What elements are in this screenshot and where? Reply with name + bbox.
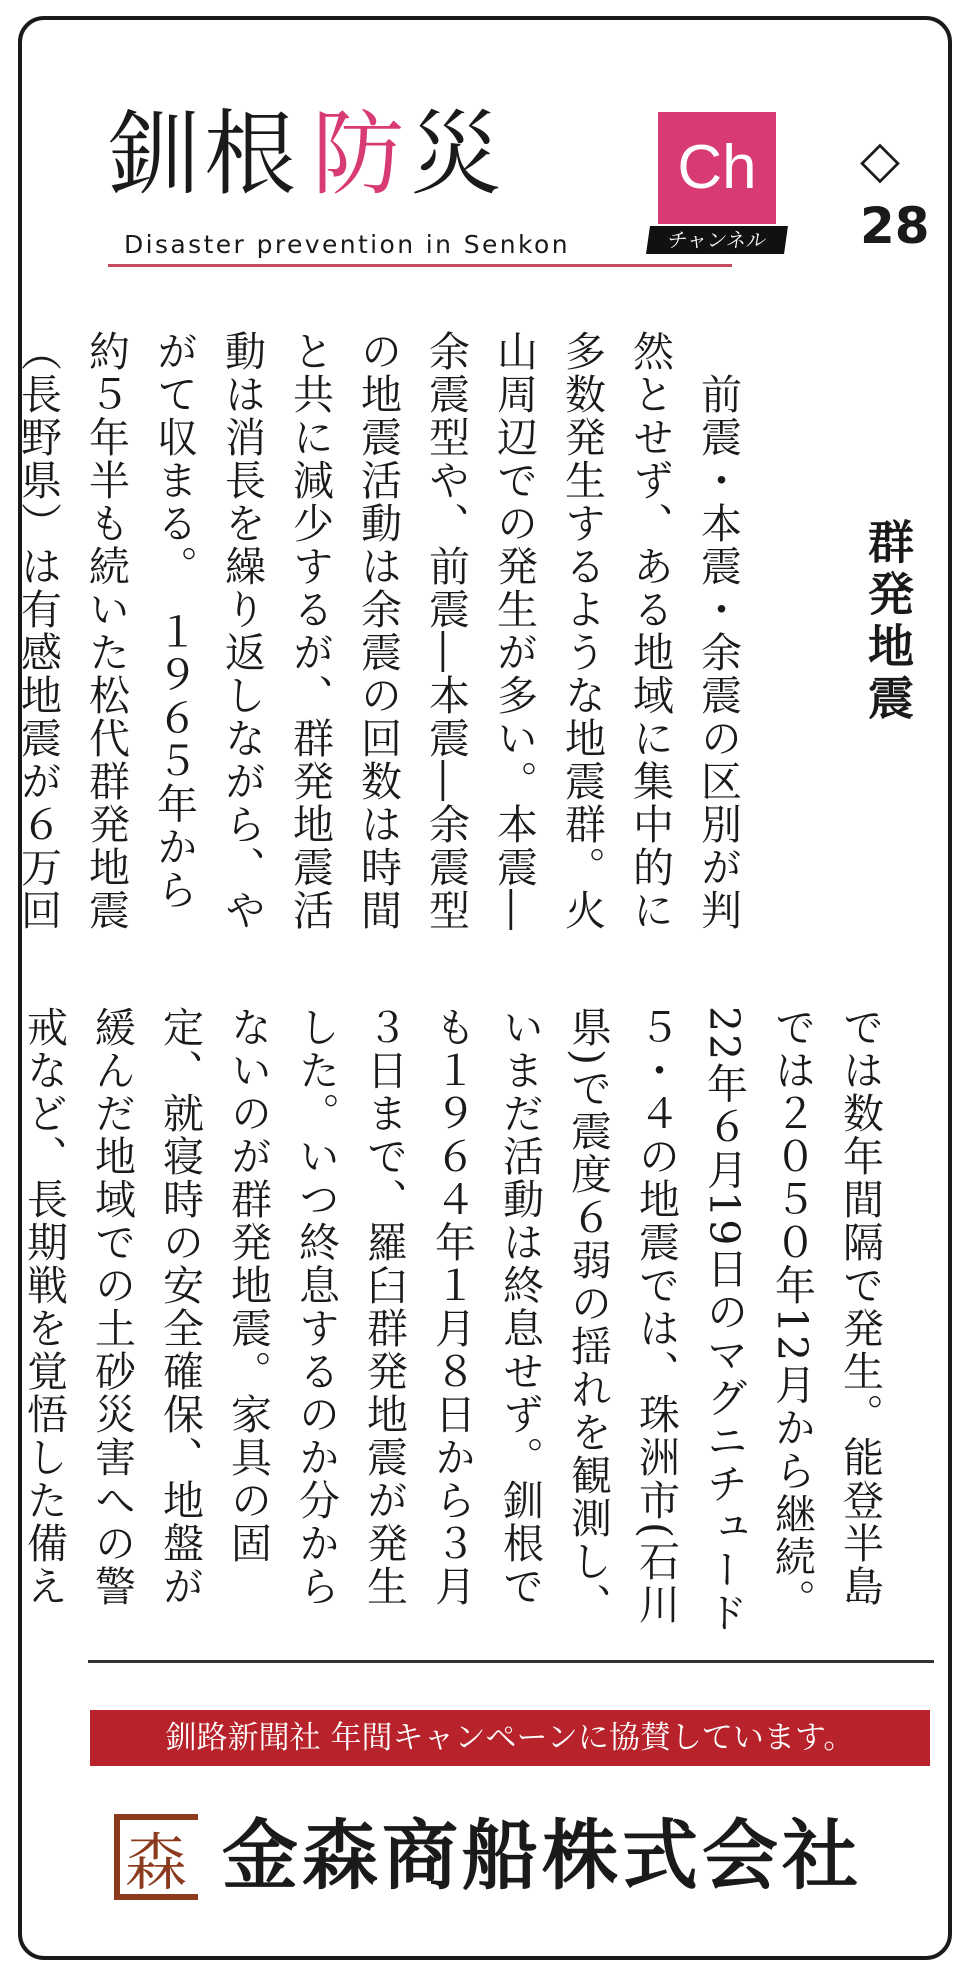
company-name: 金森商船株式会社 bbox=[222, 1811, 862, 1900]
title-char-1: 釧 bbox=[108, 101, 201, 208]
subtitle-underline bbox=[108, 264, 732, 267]
sponsor-banner: 釧路新聞社 年間キャンペーンに協賛しています。 bbox=[90, 1710, 930, 1766]
series-number: 28 bbox=[860, 197, 930, 255]
diamond-icon: ◇ bbox=[860, 130, 900, 190]
article-title: 群発地震 bbox=[861, 518, 915, 726]
title-char-2: 根 bbox=[204, 101, 297, 208]
title-char-4: 災 bbox=[410, 101, 503, 208]
article-body-lower: では数年間隔で発生。能登半島では２０５０年12月から継続。22年６月19日のマグニチュード５・４の地震では、珠洲市(石川県)で震度６弱の揺れを観測し、いまだ活動は終息せず。釧根でも１９６４年１月８日から３月３日まで、羅臼群発地震が発生した。いつ終息するのか分からないのが群発地震。家具の固定、就寝時の安全確保、地盤が緩んだ地域での土砂災害への警戒など、長期戦を覚悟した備え bbox=[20, 1006, 884, 1635]
company-logo bbox=[110, 1808, 202, 1906]
logo-glyph: 森 bbox=[124, 1826, 188, 1899]
article-body-upper: 前震・本震・余震の区別が判然とせず、ある地域に集中的に多数発生するような地震群。火山周辺での発生が多い。本震―余震型や、前震―本震―余震型の地震活動は余震の回数は時間と共に減少するが、群発地震活動は消長を繰り返しながら、やがて収まる。 １９６５年から約５年半も続いた松代群発地震（長野県）は有感地震が６万回 bbox=[14, 330, 742, 932]
title-char-3: 防 bbox=[312, 101, 405, 208]
masthead-subtitle: Disaster prevention in Senkon bbox=[124, 230, 570, 259]
article-frame bbox=[14, 16, 952, 1960]
channel-tag: チャンネル bbox=[646, 226, 788, 254]
footer-divider bbox=[88, 1660, 934, 1663]
channel-badge: Ch bbox=[658, 112, 776, 224]
